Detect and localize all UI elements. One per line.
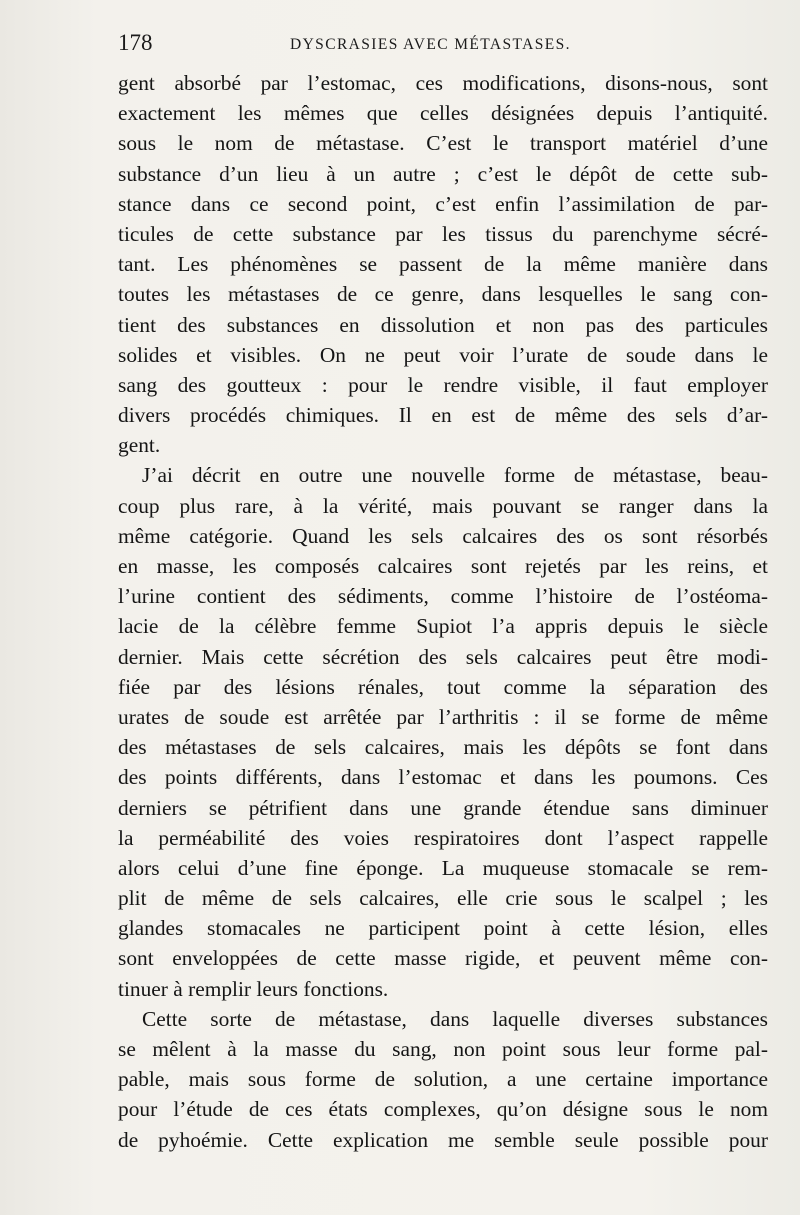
- text-line: gent absorbé par l’estomac, ces modifications, disons-nous, sont: [118, 71, 768, 95]
- text-line: dernier. Mais cette sécrétion des sels calcaires peut être modi-: [118, 644, 768, 669]
- body-text: [118, 68, 768, 1155]
- text-line: tient des substances en dissolution et non pas des particules: [118, 312, 768, 337]
- text-line: des métastases de sels calcaires, mais les dépôts se font dans: [118, 735, 768, 760]
- text-line: solides et visibles. On ne peut voir l’urate de soude dans le: [118, 342, 768, 367]
- text-line: sang des goutteux : pour le rendre visible, il faut employer: [118, 372, 768, 397]
- text-line: stance dans ce second point, c’est enfin l’assimilation de par-: [118, 191, 768, 216]
- text-line: glandes stomacales ne participent point à cette lésion, elles: [118, 916, 768, 941]
- text-line: en masse, les composés calcaires sont rejetés par les reins, et: [118, 554, 768, 578]
- text-line: ticules de cette substance par les tissus du parenchyme sécré-: [118, 221, 768, 246]
- text-line: alors celui d’une fine éponge. La muqueuse stomacale se rem-: [118, 855, 768, 880]
- running-head: [118, 30, 768, 60]
- text-line: pour l’étude de ces états complexes, qu’on désigne sous le nom: [118, 1097, 768, 1122]
- text-line: coup plus rare, à la vérité, mais pouvant se ranger dans la: [118, 493, 768, 518]
- text-line: urates de soude est arrêtée par l’arthritis : il se forme de même: [118, 704, 768, 729]
- text-line: l’urine contient des sédiments, comme l’histoire de l’ostéoma-: [118, 584, 768, 609]
- text-line: des points différents, dans l’estomac et dans les poumons. Ces: [118, 765, 768, 790]
- text-line: Cette sorte de métastase, dans laquelle diverses substances: [142, 1006, 768, 1031]
- text-line: gent.: [118, 433, 161, 458]
- text-line: substance d’un lieu à un autre ; c’est le dépôt de cette sub-: [118, 161, 768, 186]
- page-number: 178: [118, 30, 153, 55]
- text-line: sous le nom de métastase. C’est le transport matériel d’une: [118, 131, 768, 156]
- running-title: DYSCRASIES AVEC MÉTASTASES.: [290, 36, 571, 53]
- text-line: plit de même de sels calcaires, elle crie sous le scalpel ; les: [118, 886, 768, 911]
- text-line: de pyhoémie. Cette explication me semble seule possible pour: [118, 1127, 768, 1152]
- text-line: derniers se pétrifient dans une grande étendue sans diminuer: [118, 795, 768, 820]
- text-line: la perméabilité des voies respiratoires dont l’aspect rappelle: [118, 825, 768, 850]
- text-line: se mêlent à la masse du sang, non point sous leur forme pal-: [118, 1037, 768, 1061]
- text-line: même catégorie. Quand les sels calcaires des os sont résorbés: [118, 523, 768, 548]
- text-line: tant. Les phénomènes se passent de la même manière dans: [118, 252, 768, 277]
- text-line: sont enveloppées de cette masse rigide, et peuvent même con-: [118, 946, 768, 971]
- text-line: toutes les métastases de ce genre, dans lesquelles le sang con-: [118, 282, 768, 307]
- text-line: exactement les mêmes que celles désignées depuis l’antiquité.: [118, 101, 768, 126]
- text-line: pable, mais sous forme de solution, a une certaine importance: [118, 1067, 768, 1092]
- text-line: J’ai décrit en outre une nouvelle forme de métastase, beau-: [142, 463, 768, 488]
- text-line: divers procédés chimiques. Il en est de même des sels d’ar-: [118, 403, 768, 428]
- text-line: lacie de la célèbre femme Supiot l’a appris depuis le siècle: [118, 614, 768, 639]
- text-line: tinuer à remplir leurs fonctions.: [118, 976, 389, 1001]
- text-line: fiée par des lésions rénales, tout comme la séparation des: [118, 674, 768, 699]
